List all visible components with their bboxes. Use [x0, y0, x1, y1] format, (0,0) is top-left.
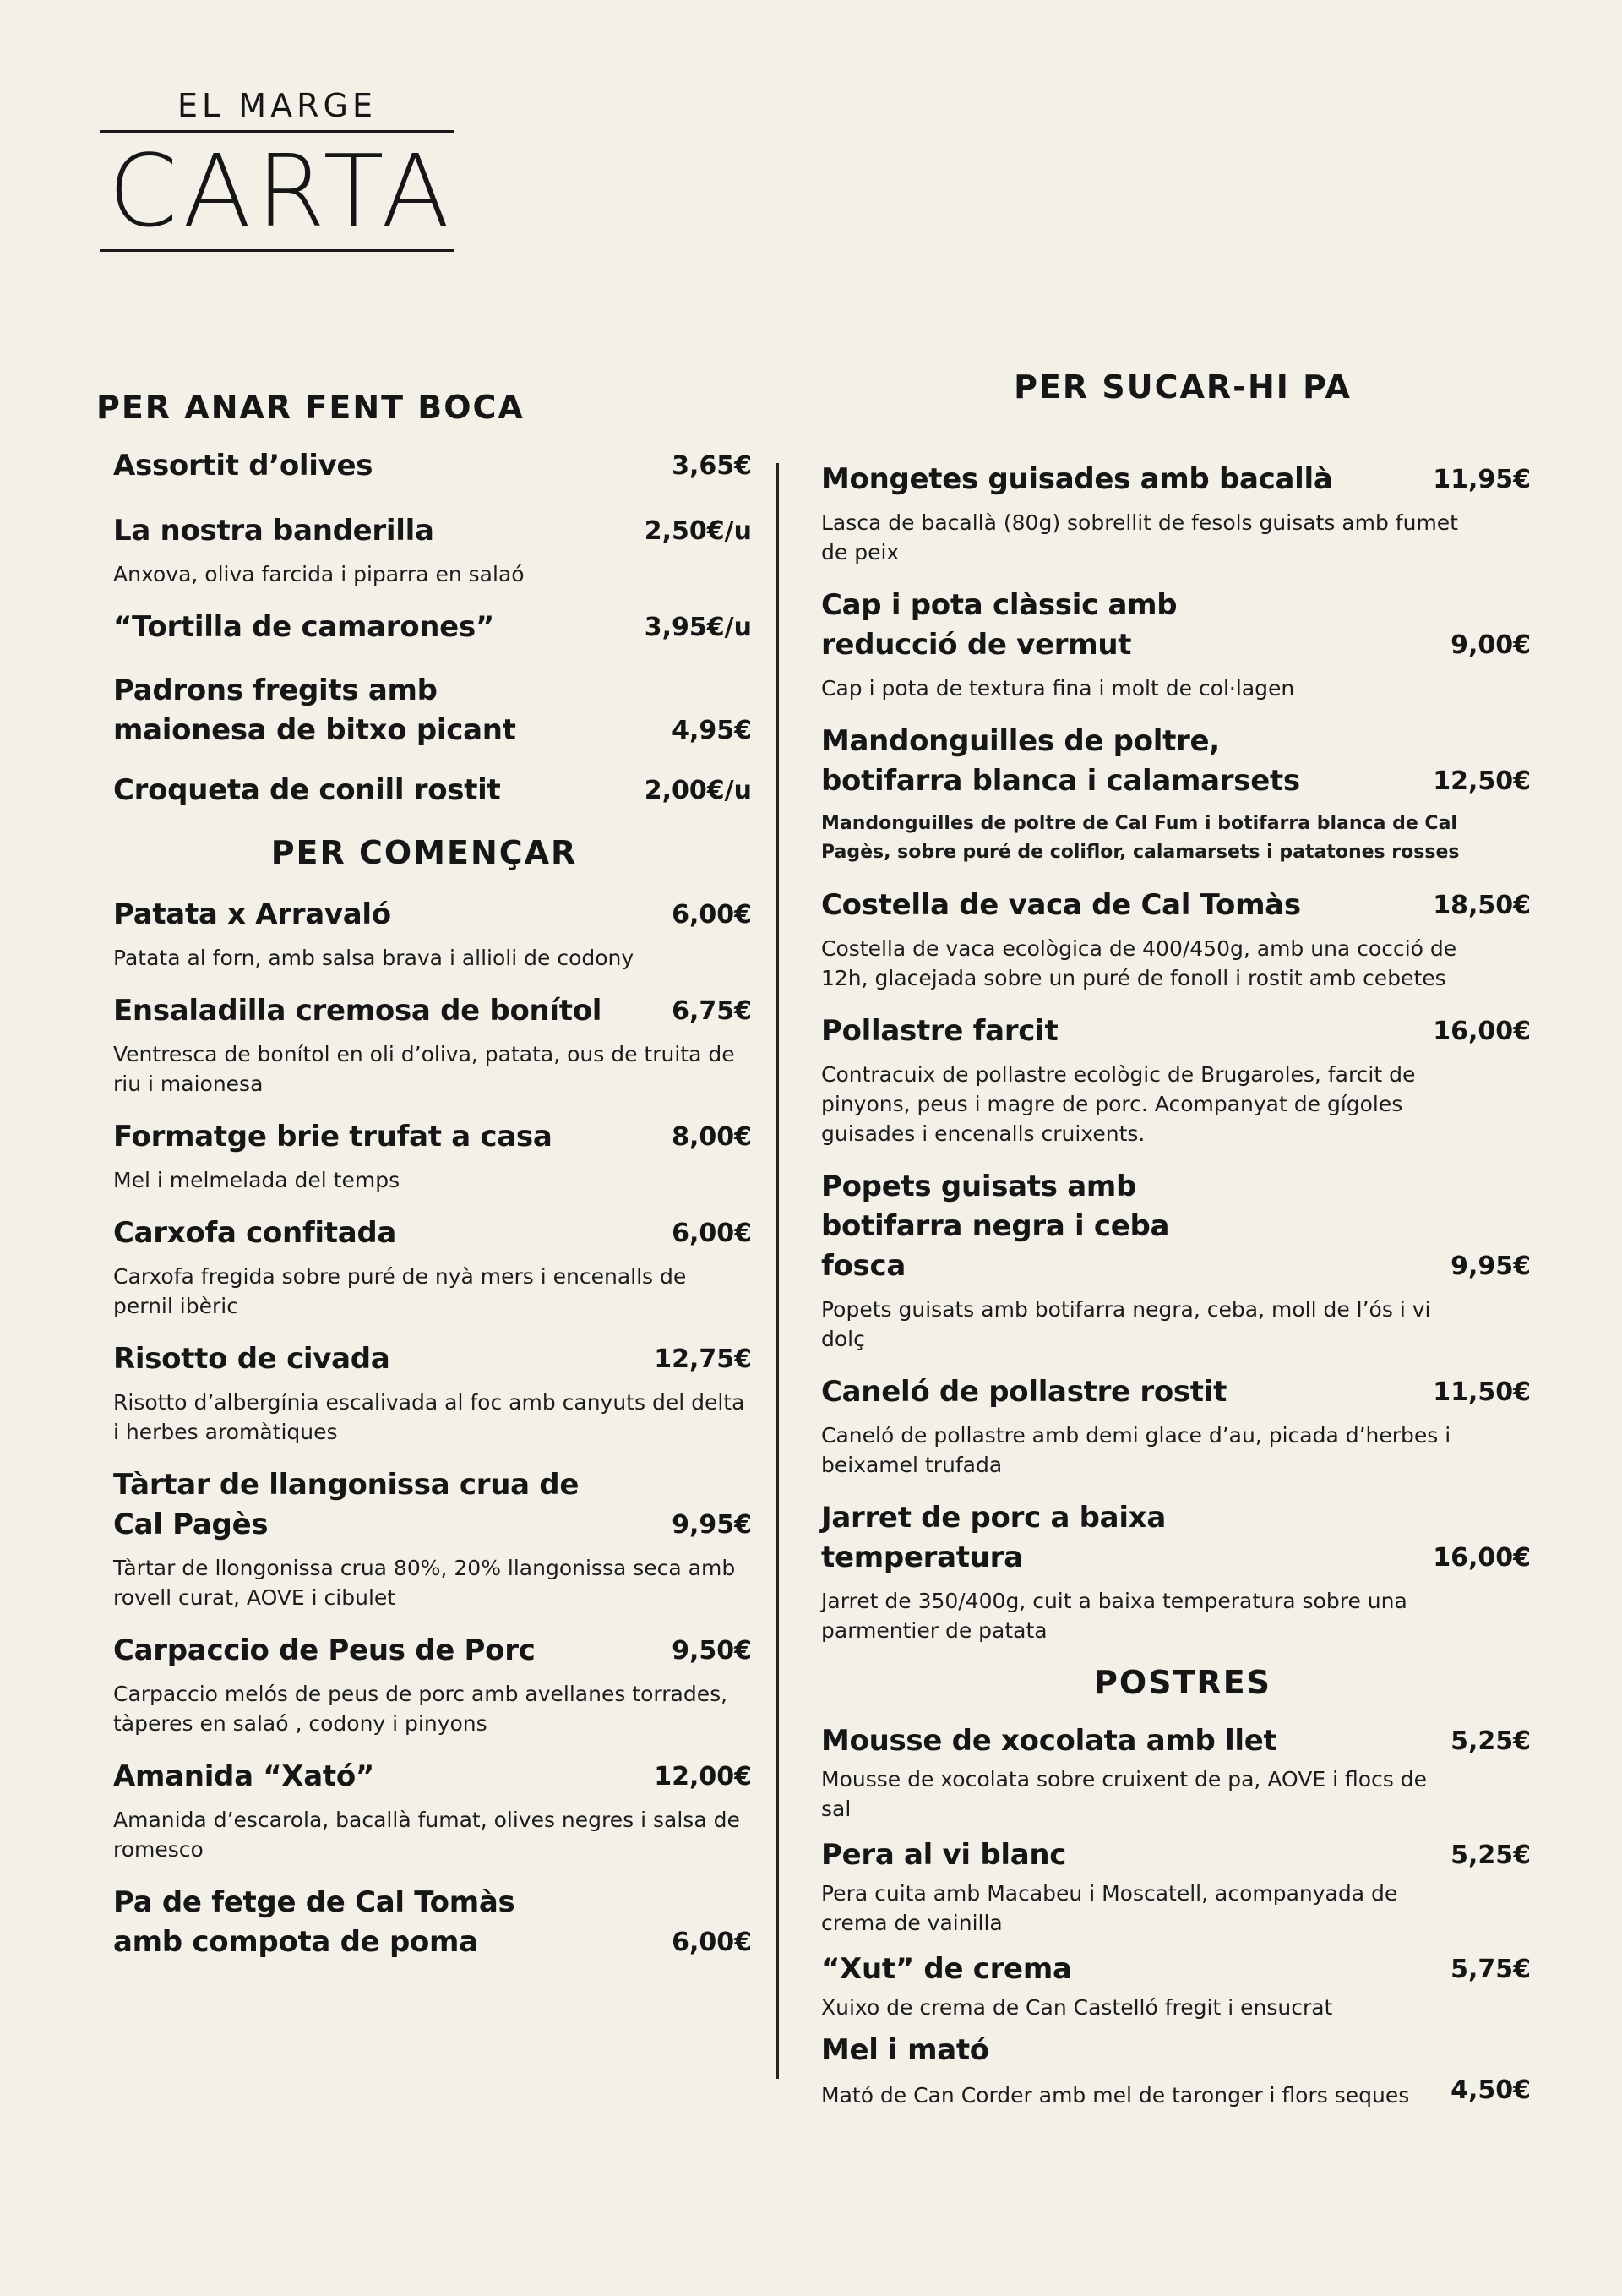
- item-name: Formatge brie trufat a casa: [113, 1120, 552, 1153]
- item-name: Mandonguilles de poltre, botifarra blanca i calamarsets: [821, 724, 1300, 798]
- menu-item: [96, 1883, 752, 1962]
- item-price: 3,95€/u: [644, 613, 752, 642]
- item-price: 11,95€: [1433, 465, 1531, 494]
- item-name: Assortit d’olives: [113, 449, 373, 483]
- item-name: “Tortilla de camarones”: [113, 610, 494, 644]
- menu-item: [96, 771, 752, 810]
- item-name: Carpaccio de Peus de Porc: [113, 1633, 536, 1667]
- item-price: 8,00€: [672, 1122, 752, 1152]
- item-name: Mousse de xocolata amb llet: [821, 1724, 1277, 1758]
- menu-item: [811, 722, 1554, 867]
- item-name: Pa de fetge de Cal Tomàs amb compota de poma: [113, 1885, 515, 1959]
- item-description: Xuixo de crema de Can Castelló fregit i ensucrat: [821, 1995, 1333, 2020]
- item-price: 2,00€/u: [644, 776, 752, 805]
- menu-item: [96, 1339, 752, 1447]
- item-description: Contracuix de pollastre ecològic de Brugaroles, farcit de pinyons, peus i magre de porc. Acompanyat de gígoles guisades i encenalls cruixents.: [821, 1062, 1416, 1146]
- item-name: Ensaladilla cremosa de bonítol: [113, 994, 602, 1028]
- item-name: Croqueta de conill rostit: [113, 773, 501, 807]
- item-description: Risotto d’albergínia escalivada al foc amb canyuts del delta i herbes aromàtiques: [113, 1390, 745, 1444]
- menu-item: [811, 460, 1554, 567]
- section-postres: [811, 1664, 1554, 2110]
- item-price: 4,50€: [1451, 2075, 1531, 2105]
- item-description: Mató de Can Corder amb mel de taronger i flors seques: [821, 2083, 1410, 2108]
- menu-item: [96, 446, 752, 486]
- item-price: 12,50€: [1433, 766, 1531, 796]
- menu-item: [96, 991, 752, 1099]
- section-title: PER SUCAR-HI PA: [1014, 368, 1352, 406]
- menu-item: [811, 1835, 1554, 1938]
- section-per-sucar-hi-pa: [811, 368, 1554, 1645]
- item-description: Cap i pota de textura fina i molt de col·lagen: [821, 676, 1295, 701]
- item-price: 5,75€: [1451, 1955, 1531, 1984]
- menu-item: [811, 1372, 1554, 1480]
- item-price: 5,25€: [1451, 1726, 1531, 1756]
- item-name: Mongetes guisades amb bacallà: [821, 462, 1333, 496]
- item-price: 9,00€: [1451, 630, 1531, 660]
- page-title: CARTA: [108, 133, 455, 249]
- menu-item: [811, 1950, 1554, 2022]
- menu-header: [100, 81, 454, 252]
- menu-item: [811, 1167, 1554, 1354]
- menu-item: [96, 895, 752, 973]
- item-name: Tàrtar de llangonissa crua de Cal Pagès: [113, 1468, 580, 1541]
- menu-item: [96, 608, 752, 647]
- item-price: 9,50€: [672, 1636, 752, 1666]
- item-name: Risotto de civada: [113, 1342, 390, 1376]
- item-price: 9,95€: [672, 1510, 752, 1540]
- item-name: “Xut” de crema: [821, 1952, 1072, 1986]
- item-price: 6,00€: [672, 900, 752, 930]
- section-per-comencar: [96, 834, 752, 1962]
- item-price: 5,25€: [1451, 1841, 1531, 1870]
- column-divider: [776, 463, 779, 2079]
- item-name: Jarret de porc a baixa temperatura: [821, 1501, 1166, 1574]
- item-name: Carxofa confitada: [113, 1216, 397, 1250]
- item-description: Anxova, oliva farcida i piparra en salaó: [113, 562, 525, 586]
- item-price: 16,00€: [1433, 1017, 1531, 1046]
- menu-item: [96, 1117, 752, 1195]
- item-description: Caneló de pollastre amb demi glace d’au, picada d’herbes i beixamel trufada: [821, 1423, 1451, 1477]
- item-price: 9,95€: [1451, 1252, 1531, 1281]
- item-name: Costella de vaca de Cal Tomàs: [821, 888, 1301, 922]
- item-name: Padrons fregits amb maionesa de bitxo picant: [113, 674, 516, 747]
- section-per-anar-fent-boca: [96, 389, 752, 810]
- menu-item: [96, 1465, 752, 1612]
- item-description: Popets guisats amb botifarra negra, ceba, moll de l’ós i vi dolç: [821, 1297, 1431, 1351]
- menu-item: [811, 886, 1554, 993]
- item-name: Amanida “Xató”: [113, 1759, 374, 1793]
- item-description: Mousse de xocolata sobre cruixent de pa, AOVE i flocs de sal: [821, 1767, 1427, 1821]
- menu-item: [811, 1498, 1554, 1645]
- item-price: 2,50€/u: [644, 516, 752, 546]
- item-description: Jarret de 350/400g, cuit a baixa temperatura sobre una parmentier de patata: [821, 1589, 1407, 1643]
- section-title: PER ANAR FENT BOCA: [96, 389, 525, 426]
- item-description: Ventresca de bonítol en oli d’oliva, patata, ous de truita de riu i maionesa: [113, 1042, 735, 1096]
- left-column: [96, 389, 752, 1981]
- menu-item: [96, 511, 752, 589]
- section-title: PER COMENÇAR: [270, 834, 578, 871]
- item-price: 6,75€: [672, 996, 752, 1026]
- item-description: Patata al forn, amb salsa brava i allioli de codony: [113, 946, 634, 970]
- right-column: [811, 368, 1554, 2129]
- item-description: Amanida d’escarola, bacallà fumat, olives negres i salsa de romesco: [113, 1808, 740, 1862]
- item-price: 3,65€: [672, 451, 752, 481]
- menu-item: [96, 1757, 752, 1864]
- item-description: Costella de vaca ecològica de 400/450g, amb una cocció de 12h, glacejada sobre un puré de fonoll i rostit amb cebetes: [821, 936, 1457, 990]
- header-rule-bottom: [100, 249, 454, 252]
- item-price: 6,00€: [672, 1219, 752, 1248]
- restaurant-name: EL MARGE: [177, 87, 377, 124]
- item-description: Tàrtar de llongonissa crua 80%, 20% llangonissa seca amb rovell curat, AOVE i cibulet: [113, 1556, 736, 1610]
- item-description: Carxofa fregida sobre puré de nyà mers i encenalls de pernil ibèric: [113, 1264, 687, 1318]
- menu-item: [96, 671, 752, 750]
- item-description: Pera cuita amb Macabeu i Moscatell, acompanyada de crema de vainilla: [821, 1881, 1398, 1935]
- item-price: 16,00€: [1433, 1543, 1531, 1573]
- item-price: 12,75€: [654, 1344, 752, 1374]
- item-name: Pollastre farcit: [821, 1014, 1059, 1048]
- menu-item: [811, 1012, 1554, 1148]
- menu-item: [96, 1213, 752, 1321]
- item-price: 11,50€: [1433, 1377, 1531, 1407]
- menu-item: [811, 586, 1554, 703]
- item-description: Mel i melmelada del temps: [113, 1168, 400, 1192]
- menu-item: [811, 1721, 1554, 1824]
- item-name: Pera al vi blanc: [821, 1838, 1067, 1872]
- item-name: Cap i pota clàssic amb reducció de vermut: [821, 588, 1178, 662]
- item-name: Patata x Arravaló: [113, 897, 391, 931]
- section-title: POSTRES: [1093, 1664, 1272, 1701]
- item-name: Caneló de pollastre rostit: [821, 1375, 1227, 1409]
- item-name: Mel i mató: [821, 2033, 989, 2067]
- item-name: Popets guisats amb botifarra negra i ceba fosca: [821, 1170, 1170, 1283]
- menu-item: [811, 2031, 1554, 2110]
- item-description: Mandonguilles de poltre de Cal Fum i botifarra blanca de Cal Pagès, sobre puré de coliflor, calamarsets i patatones rosses: [821, 813, 1460, 863]
- item-price: 4,95€: [672, 716, 752, 745]
- item-description: Carpaccio melós de peus de porc amb avellanes torrades, tàperes en salaó , codony i pinyons: [113, 1682, 728, 1736]
- item-description: Lasca de bacallà (80g) sobrellit de fesols guisats amb fumet de peix: [821, 510, 1458, 564]
- item-price: 18,50€: [1433, 891, 1531, 920]
- item-price: 6,00€: [672, 1928, 752, 1957]
- item-name: La nostra banderilla: [113, 514, 434, 548]
- item-price: 12,00€: [654, 1762, 752, 1792]
- menu-item: [96, 1631, 752, 1738]
